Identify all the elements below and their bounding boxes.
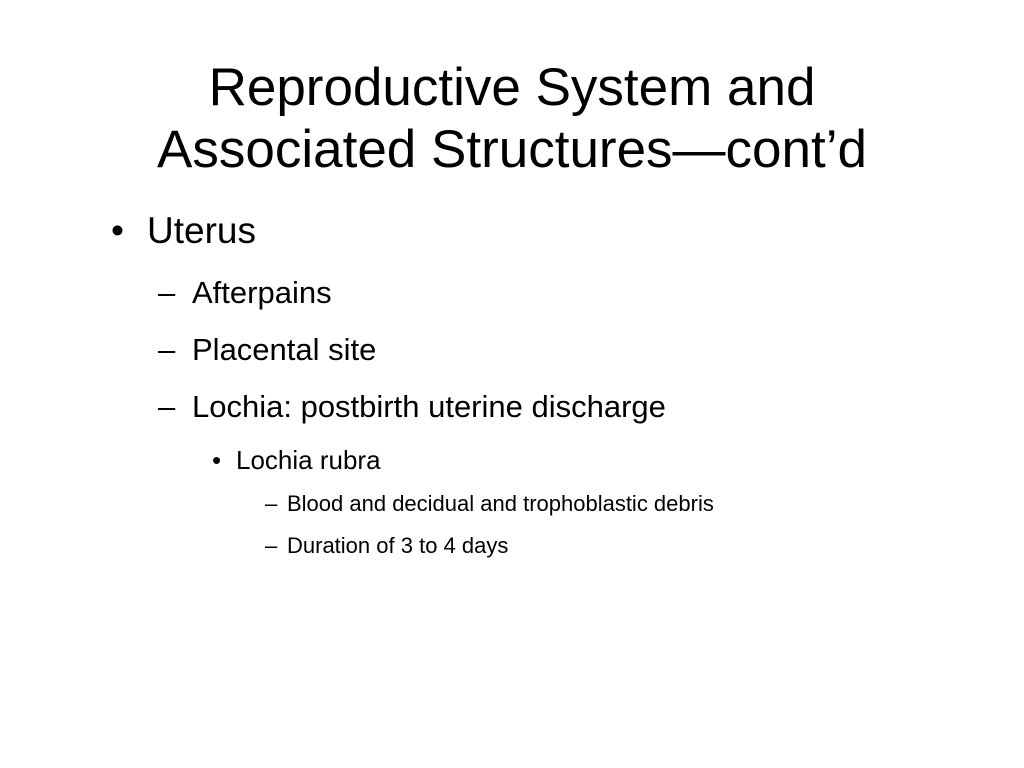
slide-title-line-2: Associated Structures—cont’d <box>157 120 867 179</box>
bullet-marker: • <box>111 210 124 251</box>
outline-item-rubra-duration: Duration of 3 to 4 days <box>287 533 509 558</box>
dash-marker: – <box>265 491 278 516</box>
dash-marker: – <box>158 332 176 367</box>
outline-item-uterus: Uterus <box>147 210 256 251</box>
dash-marker: – <box>158 275 176 310</box>
outline-item-lochia: Lochia: postbirth uterine discharge <box>192 389 666 424</box>
outline-item-placental-site: Placental site <box>192 332 377 367</box>
dash-marker: – <box>265 533 278 558</box>
outline-item-rubra-detail: Blood and decidual and trophoblastic debris <box>287 491 714 516</box>
outline-item-afterpains: Afterpains <box>192 275 332 310</box>
dash-marker: – <box>158 389 176 424</box>
outline-item-lochia-rubra: Lochia rubra <box>236 445 381 475</box>
slide-title-line-1: Reproductive System and <box>208 58 816 117</box>
slide-title <box>40 57 984 181</box>
bullet-marker: • <box>212 445 222 475</box>
